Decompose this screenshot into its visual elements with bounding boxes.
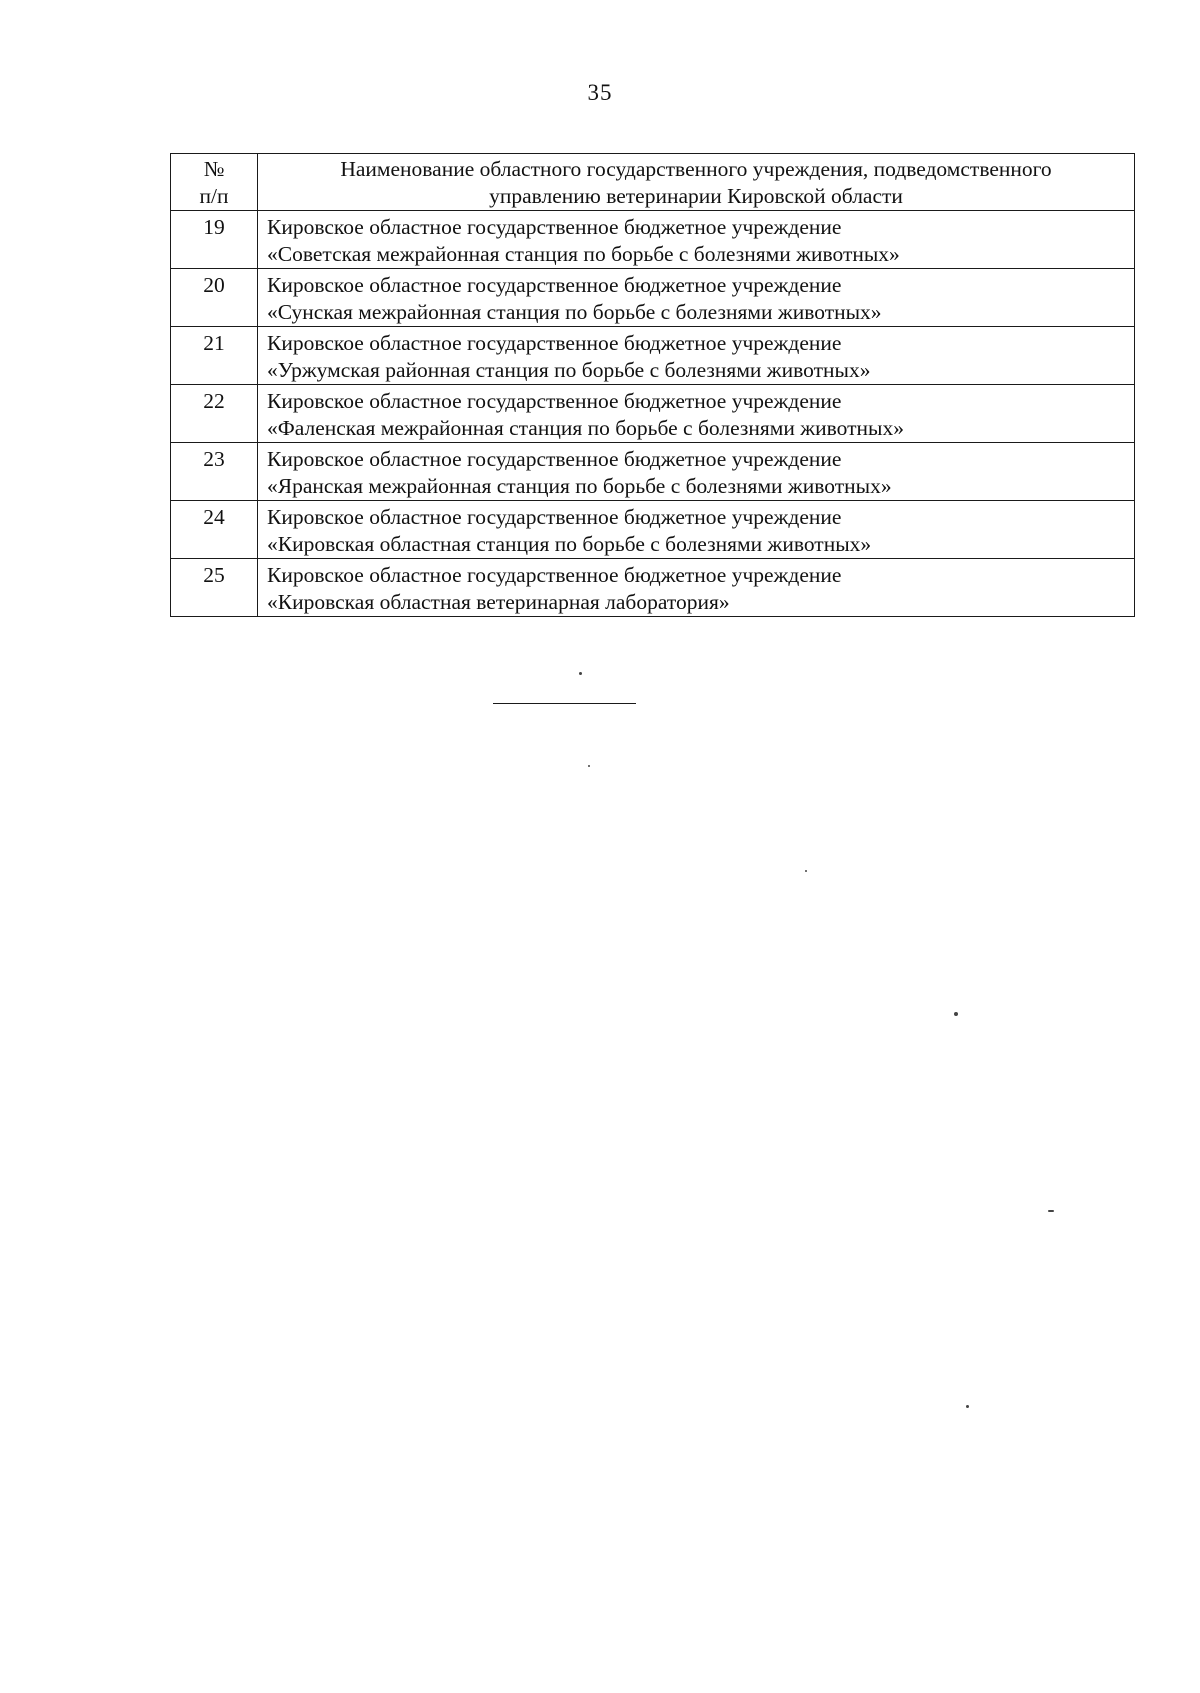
row-name-line1: Кировское областное государственное бюджетное учреждение [267,447,842,471]
end-of-document-rule [493,703,636,704]
row-name-line2: «Фаленская межрайонная станция по борьбе с болезнями животных» [267,416,904,440]
row-name-line2: «Советская межрайонная станция по борьбе с болезнями животных» [267,242,900,266]
row-number: 22 [171,385,258,443]
row-name [258,559,1135,617]
row-name-line2: «Яранская межрайонная станция по борьбе с болезнями животных» [267,474,892,498]
row-name [258,327,1135,385]
row-number: 24 [171,501,258,559]
table-row [171,385,1135,443]
scan-speck [588,765,590,767]
header-name-line1: Наименование областного государственного учреждения, подведомственного [340,157,1052,181]
row-name-line2: «Кировская областная станция по борьбе с болезнями животных» [267,532,872,556]
row-name [258,211,1135,269]
row-name-line2: «Уржумская районная станция по борьбе с болезнями животных» [267,358,871,382]
row-name-line1: Кировское областное государственное бюджетное учреждение [267,505,842,529]
row-name [258,269,1135,327]
row-name [258,501,1135,559]
scan-speck [966,1405,969,1408]
row-name-line1: Кировское областное государственное бюджетное учреждение [267,215,842,239]
table-row [171,501,1135,559]
header-number-symbol: № [203,157,225,181]
institutions-table [170,153,1135,617]
scan-speck [1048,1210,1054,1212]
row-name-line1: Кировское областное государственное бюджетное учреждение [267,273,842,297]
header-number-abbrev: п/п [199,184,229,208]
table-row [171,211,1135,269]
table-row [171,269,1135,327]
header-number [171,154,258,211]
row-name-line1: Кировское областное государственное бюджетное учреждение [267,563,842,587]
row-name [258,443,1135,501]
row-name-line2: «Кировская областная ветеринарная лаборатория» [267,590,730,614]
row-number: 25 [171,559,258,617]
table-header-row [171,154,1135,211]
scan-speck [579,672,582,675]
row-number: 20 [171,269,258,327]
row-name [258,385,1135,443]
scan-speck [954,1012,958,1016]
table-row [171,443,1135,501]
scan-speck [805,870,807,872]
row-name-line1: Кировское областное государственное бюджетное учреждение [267,331,842,355]
row-number: 19 [171,211,258,269]
header-name [258,154,1135,211]
table-row [171,559,1135,617]
page-number: 35 [587,80,613,105]
row-number: 23 [171,443,258,501]
row-name-line1: Кировское областное государственное бюджетное учреждение [267,389,842,413]
header-name-line2: управлению ветеринарии Кировской области [489,184,903,208]
table-row [171,327,1135,385]
row-number: 21 [171,327,258,385]
row-name-line2: «Сунская межрайонная станция по борьбе с болезнями животных» [267,300,882,324]
